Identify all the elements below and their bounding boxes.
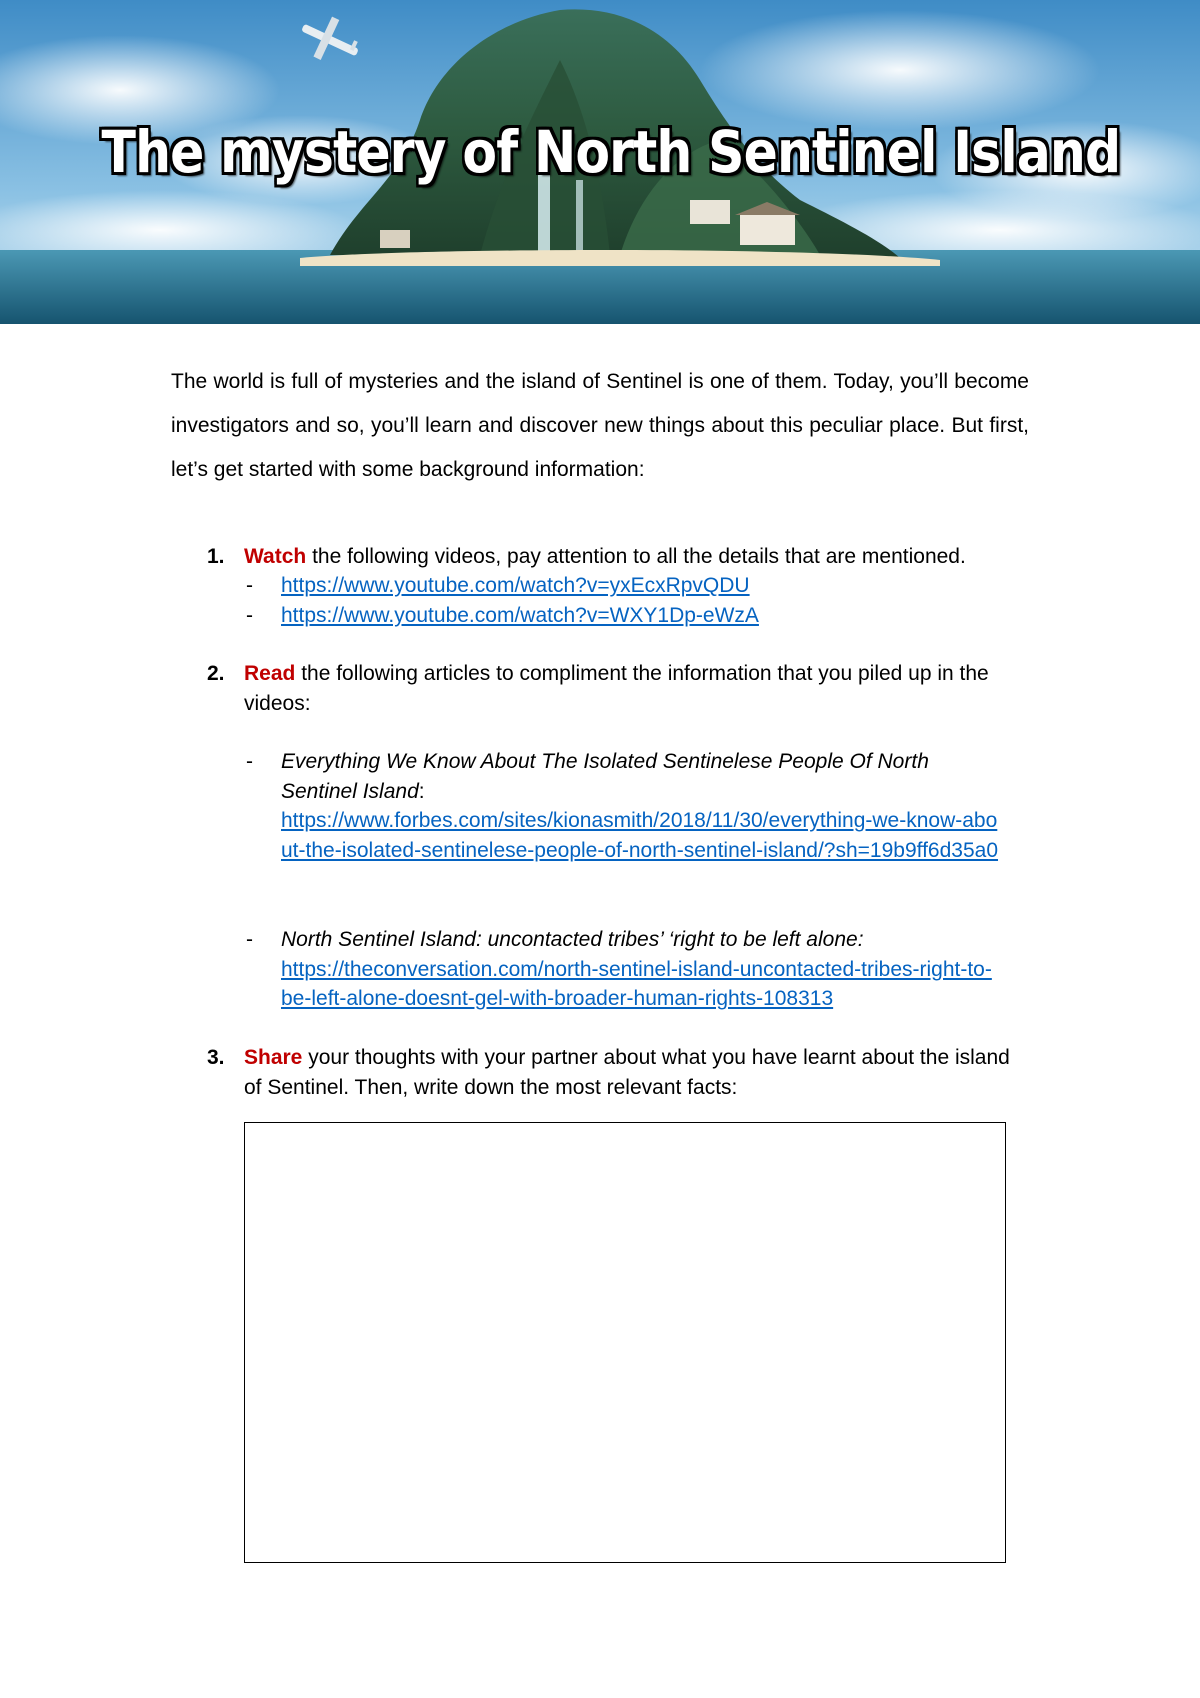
page-title: The mystery of North Sentinel Island <box>101 118 1121 186</box>
bullet-dash: - <box>246 574 253 597</box>
task-verb: Share <box>244 1046 303 1069</box>
task-instruction <box>244 542 1029 572</box>
task-number: 1. <box>207 545 225 568</box>
title-separator: : <box>418 779 425 803</box>
article-title: North Sentinel Island: uncontacted tribes’ ‘right to be left alone: <box>281 928 864 951</box>
article-link[interactable]: https://www.forbes.com/sites/kionasmith/2018/11/30/everything-we-know-about-the-isolated-sentinelese-people-of-north-sentinel-island/?sh=19b9ff6d35a0 <box>281 809 999 862</box>
bullet-dash: - <box>246 928 253 951</box>
bullet-dash: - <box>246 604 253 627</box>
task-instruction <box>244 1043 1029 1102</box>
bullet-dash: - <box>246 750 253 773</box>
header-banner <box>0 0 1200 324</box>
task-verb: Read <box>244 662 296 685</box>
article-title: Everything We Know About The Isolated Sentinelese People Of North Sentinel Island <box>281 750 929 803</box>
intro-text: The world is full of mysteries and the island of Sentinel is one of them. Today, you’ll become investigators and so, you’ll learn and discover new things about this peculiar place. But first, let’s get started with some background information: <box>171 370 1029 481</box>
task-number: 2. <box>207 662 225 685</box>
article-link[interactable]: https://theconversation.com/north-sentinel-island-uncontacted-tribes-right-to-be-left-alone-doesnt-gel-with-broader-human-rights-108313 <box>281 957 992 1010</box>
task-number: 3. <box>207 1046 225 1069</box>
answer-box[interactable] <box>244 1122 1006 1563</box>
task-text: the following articles to compliment the information that you piled up in the videos: <box>244 662 989 715</box>
video-link[interactable]: https://www.youtube.com/watch?v=yxEcxRpvQDU <box>281 574 750 597</box>
video-link[interactable]: https://www.youtube.com/watch?v=WXY1Dp-eWzA <box>281 604 759 627</box>
task-verb: Watch <box>244 545 307 568</box>
task-text: your thoughts with your partner about what you have learnt about the island of Sentinel. Then, write down the most relevant facts: <box>244 1046 1010 1099</box>
task-instruction <box>244 659 1029 718</box>
intro-paragraph <box>171 360 1029 492</box>
task-text: the following videos, pay attention to all the details that are mentioned. <box>306 545 966 568</box>
